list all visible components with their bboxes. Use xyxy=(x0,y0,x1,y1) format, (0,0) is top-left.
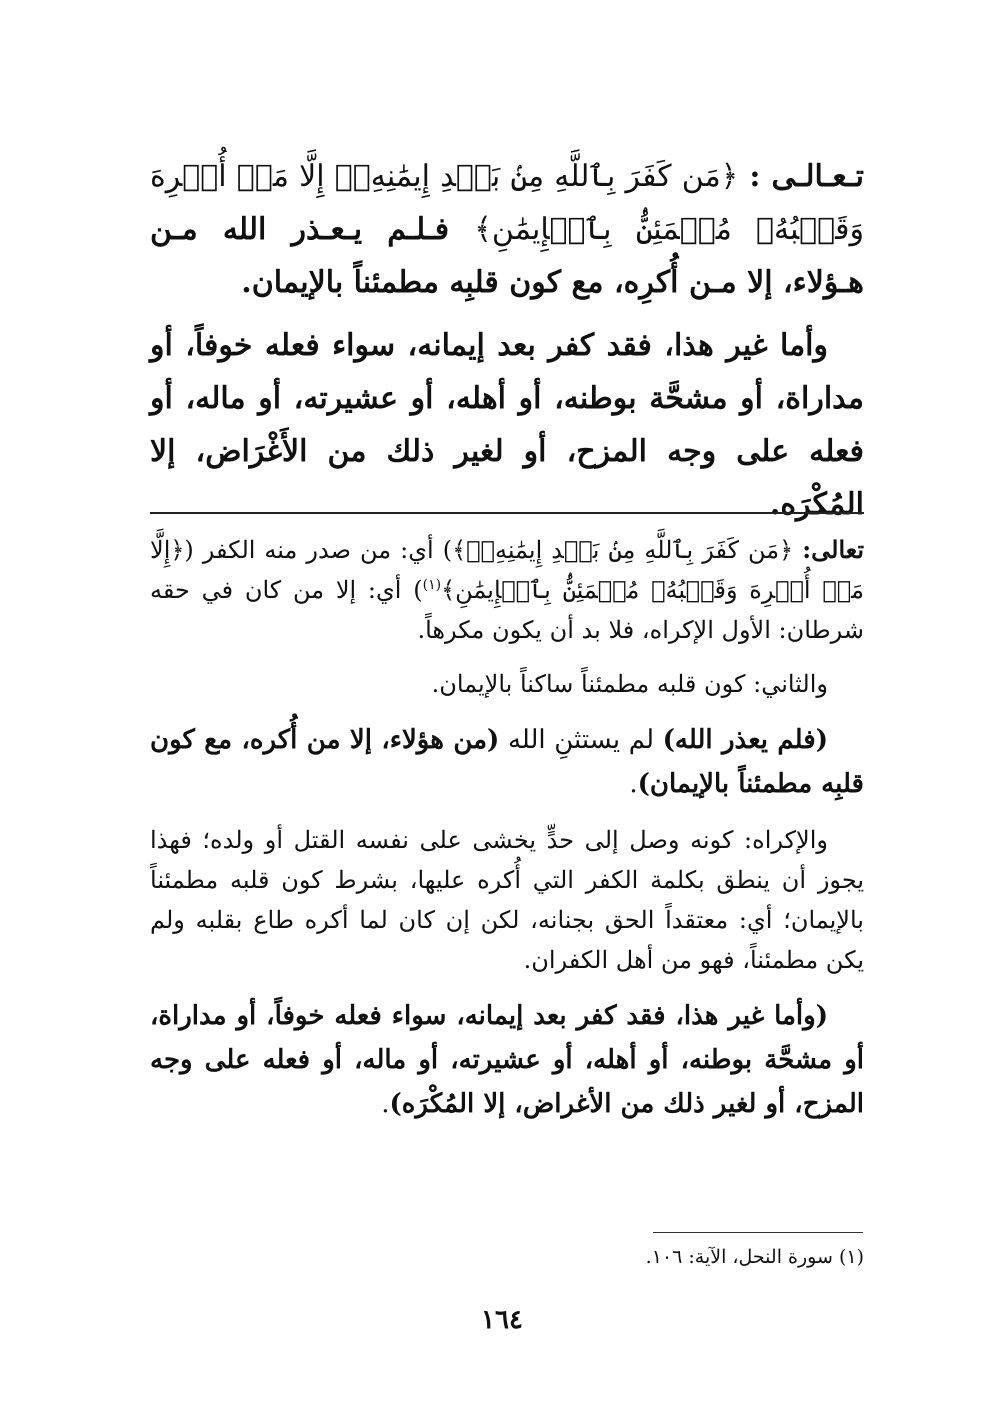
main-text-rest: فـلـم يـعـذر الله مـن هـؤلاء، إلا مـن أُكرِه، مع كون قلبِه مطمئناً بالإيمان. xyxy=(150,212,864,300)
footnote-text: سورة النحل، الآية: ١٠٦. xyxy=(645,1246,833,1268)
main-text xyxy=(150,150,864,541)
quoted-text-1: (فلم يعذر الله) xyxy=(662,725,829,755)
period: . xyxy=(381,1089,390,1119)
page-number: ١٦٤ xyxy=(481,1305,523,1335)
commentary-paragraph-5 xyxy=(150,994,864,1126)
main-paragraph-1 xyxy=(150,150,864,309)
footnote-number: (١) xyxy=(838,1246,864,1268)
commentary-label: تعالى: xyxy=(802,535,865,564)
commentary-text-2: ) أي: إلا من كان في حقه شرطان: الأول الإكراه، فلا بد أن يكون مكرهاً. xyxy=(150,576,864,644)
main-paragraph-2: وأما غير هذا، فقد كفر بعد إيمانه، سواء فعله خوفاً، أو مداراة، أو مشحَّة بوطنه، أو أهله، أو عشيرته، أو ماله، أو فعله على وجه المزح، أو لغير ذلك من الأَغْرَاض، إلا المُكْرَه. xyxy=(150,328,864,522)
commentary-paragraph-3 xyxy=(150,718,864,806)
footnote xyxy=(150,1242,864,1272)
commentary-paragraph-4: والإكراه: كونه وصل إلى حدٍّ يخشى على نفسه القتل أو ولده؛ فهذا يجوز أن ينطق بكلمة الكفر التي أُكره عليها، بشرط كون قلبه مطمئناً بالإيمان؛ أي: معتقداً الحق بجنانه، لكن إن كان لما أكره طاع بقلبه ولم يكن مطمئناً، فهو من أهل الكفران. xyxy=(150,826,864,974)
commentary-text-1: ) أي: من صدر منه الكفر ( xyxy=(184,536,453,564)
main-intro: تـعـالـى : xyxy=(749,159,865,194)
footnote-divider xyxy=(653,1232,863,1233)
commentary-text-3: لم يستثنِ الله xyxy=(507,725,654,755)
quoted-text-3: (وأما غير هذا، فقد كفر بعد إيمانه، سواء فعله خوفاً، أو مداراة، أو مشحَّة بوطنه، أو أهله، أو عشيرته، أو ماله، أو فعله على وجه المزح، أو لغير ذلك من الأغراض، إلا المُكْرَه) xyxy=(150,1001,864,1119)
quoted-text-2: (من هؤلاء، إلا من أُكره، مع كون قلبِه مطمئناً بالإيمان) xyxy=(150,725,864,799)
quran-verse: ﴿مَن كَفَرَ بِٱللَّهِ مِنۢ بَعۡدِ إِيمَٰنِهِۦٓ إِلَّا مَنۡ أُكۡرِهَ وَقَلۡبُهُۥ مُطۡمَئِنُّۢ بِٱلۡإِيمَٰنِ﴾ xyxy=(150,159,865,247)
commentary-paragraph-1 xyxy=(150,530,864,650)
quran-verse-1: ﴿مَن كَفَرَ بِٱللَّهِ مِنۢ بَعۡدِ إِيمَٰنِهِۦٓ﴾ xyxy=(452,536,794,564)
period: . xyxy=(629,769,638,799)
commentary-text xyxy=(150,530,864,1140)
footnote-ref: (١) xyxy=(422,577,442,593)
quran-verse-2: ﴿إِلَّا مَنۡ أُكۡرِهَ وَقَلۡبُهُۥ مُطۡمَئِنُّۢ بِٱلۡإِيمَٰنِ﴾ xyxy=(150,536,864,604)
main-divider xyxy=(150,512,864,514)
commentary-paragraph-2: والثاني: كون قلبه مطمئناً ساكناً بالإيمان. xyxy=(431,670,828,698)
